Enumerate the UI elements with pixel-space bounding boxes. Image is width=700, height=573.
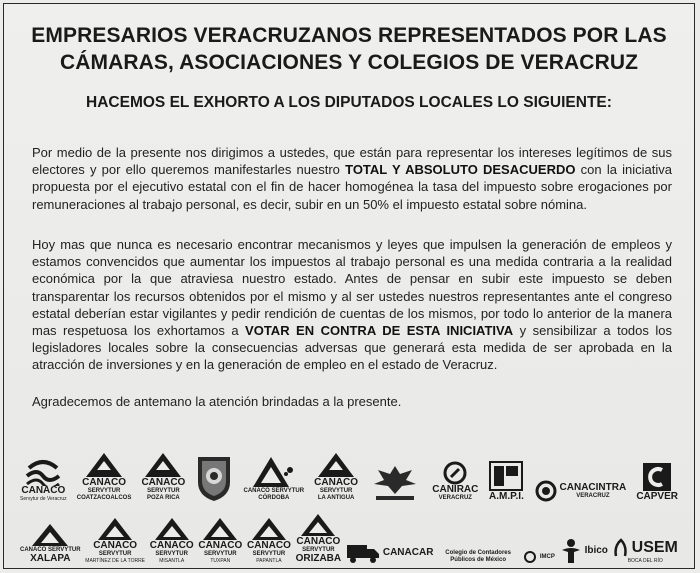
logo-name: CAPVER [636, 491, 678, 502]
logo-sub2: LA ANTIGUA [317, 495, 355, 501]
logo-sub2: MISANTLA [159, 558, 185, 564]
canaco-triangle-icon [97, 517, 133, 541]
canaco-triangle-icon [251, 517, 287, 541]
logo-canaco-martinez [85, 517, 145, 564]
logo-imcp [523, 550, 555, 564]
logo-sub: CANACO SERVYTUR [20, 547, 81, 553]
logo-canaco-tuxpan [198, 517, 242, 564]
logo-sub2: CÓRDOBA [258, 495, 290, 501]
logo-name: CANACINTRA [559, 481, 627, 493]
canaco-triangle-icon [253, 456, 295, 488]
logo-name: CANACO [198, 540, 243, 551]
logo-name: CANIRAC [432, 484, 479, 495]
logo-name: CANACAR [382, 547, 434, 558]
logo-eagle-seal [368, 462, 422, 502]
logo-name: CANACO [141, 477, 186, 488]
logo-name: CANACO [296, 536, 341, 547]
canacintra-ring-icon [535, 480, 557, 502]
logo-sub2: ORIZABA [295, 553, 342, 564]
paragraph-1-emphasis: TOTAL Y ABSOLUTO DESACUERDO [345, 162, 576, 178]
page-subtitle: HACEMOS EL EXHORTO A LOS DIPUTADOS LOCALES LO SIGUIENTE: [86, 94, 612, 111]
logo-name: CANACO [93, 540, 138, 551]
capver-badge-icon [642, 462, 672, 492]
canaco-wave-icon [23, 458, 63, 486]
paragraph-3: Agradecemos de antemano la atención brindadas a la presente. [32, 394, 402, 409]
paragraph-2-text-b: y sensibilizar a todos los legisladores locales sobre la consecuencias adversas que generará esta medida de ser aprobada en la atracción de inversiones y en la generación de empleo en el estado de Veracruz. [32, 323, 672, 373]
document-page [3, 3, 695, 569]
logo-name: CANACO [314, 477, 359, 488]
canaco-triangle-icon [31, 523, 69, 547]
canaco-triangle-icon [144, 452, 182, 478]
logo-sub: SERVYTUR [87, 488, 121, 494]
logos-row-2 [20, 509, 678, 564]
logo-sub: Servytur de Veracruz [20, 496, 67, 502]
logo-sub: SERVYTUR [147, 488, 180, 494]
paragraph-1-text-a: Por medio de la presente nos dirigimos a ustedes, que están para representar los intereses legítimos de sus electores y por ello queremos manifestarles nuestro [32, 145, 672, 178]
title-line-2: CÁMARAS, ASOCIACIONES Y COLEGIOS DE VERACRUZ [59, 51, 639, 74]
logo-name: A.M.P.I. [489, 491, 524, 502]
eagle-seal-icon [368, 462, 422, 502]
imcp-icon [523, 550, 537, 564]
logo-name: Colegio de Contadores Públicos de México [445, 550, 511, 563]
logo-sub2: PAPANTLA [256, 558, 282, 564]
logo-name: USEM [631, 539, 678, 556]
logo-name: CANACO [21, 485, 66, 496]
logo-usem [613, 538, 678, 564]
logo-shield-crest [195, 454, 233, 502]
logo-sub: VERACRUZ [438, 495, 472, 501]
logo-sub: SERVYTUR [252, 551, 286, 557]
title-line-1: EMPRESARIOS VERACRUZANOS REPRESENTADOS POR LAS [31, 24, 667, 47]
canaco-triangle-icon [202, 517, 238, 541]
logo-sub2: XALAPA [30, 553, 71, 564]
canaco-triangle-icon [154, 517, 190, 541]
logo-sub: SERVYTUR [319, 488, 353, 494]
logo-canaco-cordoba [244, 456, 305, 502]
logo-canaco-orizaba [296, 513, 342, 564]
canaco-triangle-icon [317, 452, 355, 478]
logo-sub: SERVYTUR [98, 551, 132, 557]
paragraph-2 [32, 236, 672, 374]
logo-canaco-xalapa [20, 523, 81, 564]
logos-row-1 [20, 444, 678, 502]
ampi-square-icon [488, 460, 524, 492]
logo-canaco-papantla [247, 517, 291, 564]
paragraph-1-text-b: con la iniciativa propuesta por el ejecutivo estatal con el fin de hacer homogénea la tasa del impuesto sobre erogaciones por remuneraciones al trabajo personal, es decir, subir en un 50% el impuesto estatal sobre nómina. [32, 162, 672, 212]
logo-sub: VERACRUZ [576, 492, 610, 499]
logo-canirac [432, 461, 478, 502]
logo-canaco-poza-rica [141, 452, 185, 502]
logo-sub2: POZA RICA [146, 495, 180, 501]
logo-sub: SERVYTUR [204, 551, 237, 557]
ibico-figure-icon [560, 538, 582, 564]
logo-canaco-veracruz [20, 458, 67, 502]
paragraph-2-emphasis: VOTAR EN CONTRA DE ESTA INICIATIVA [245, 323, 514, 339]
logo-sub: CANACO SERVYTUR [243, 488, 305, 494]
logo-sub2: COATZACOALCOS [76, 495, 132, 501]
shield-crest-icon [195, 454, 233, 502]
logo-sub2: TUXPAN [210, 558, 231, 564]
usem-mark [613, 538, 678, 558]
logo-canacintra [535, 480, 627, 502]
logo-colegio-contadores [438, 550, 518, 564]
paragraph-1 [32, 144, 672, 213]
logo-sub: SERVYTUR [155, 551, 188, 557]
logo-name: CANACO [149, 540, 194, 551]
logo-canacar [346, 542, 434, 564]
paragraph-2-text-a: Hoy mas que nunca es necesario encontrar mecanismos y leyes que impulsen la generación de empleos y estamos convencidos que aumentar los impuestos al trabajo personal es una medida contraria a la realidad económica por la que atraviesa nuestro estado. Antes de pensar en subir este impuesto se deben transparentar los recursos obtenidos por el mismo y al ser ustedes nuestros representantes ante el congreso estatal deberían estar vigilantes y pedir rendición de cuentas de los mismos, por todo lo anterior de la manera mas respetuosa los exhortamos a [32, 237, 672, 339]
logo-canaco-la-antigua [314, 452, 358, 502]
canirac-circle-icon [443, 461, 467, 485]
logo-ibico [560, 538, 608, 564]
logo-capver [636, 462, 678, 502]
logo-ampi [488, 460, 524, 502]
logo-name: IMCP [539, 553, 555, 560]
logo-canaco-misantla [150, 517, 194, 564]
truck-icon [346, 542, 380, 564]
logo-sub2: MARTÍNEZ DE LA TORRE [85, 558, 146, 564]
logo-name: Ibico [584, 545, 608, 556]
usem-hands-icon [613, 538, 629, 558]
logo-sub: SERVYTUR [302, 547, 335, 553]
canaco-triangle-icon [300, 513, 336, 537]
canaco-triangle-icon [85, 452, 123, 478]
logo-name: CANACO [246, 540, 291, 551]
logo-canaco-coatzacoalcos [77, 452, 132, 502]
logo-name: CANACO [82, 477, 126, 488]
page-title [4, 22, 694, 76]
logo-sub: BOCA DEL RÍO [627, 558, 663, 564]
